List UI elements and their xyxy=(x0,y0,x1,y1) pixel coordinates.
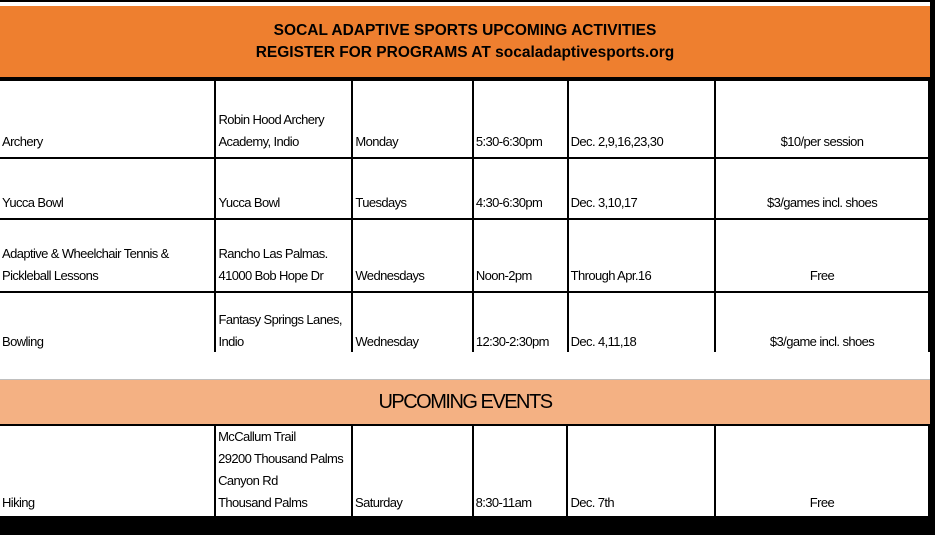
activity-line: Adaptive & Wheelchair Tennis & xyxy=(2,246,169,261)
day-cell: Tuesdays xyxy=(352,158,472,219)
table-row xyxy=(0,425,929,516)
fee-cell: Free xyxy=(715,219,929,292)
table-row xyxy=(0,292,929,358)
dates-cell: Dec. 7th xyxy=(567,425,714,516)
location-line: Thousand Palms xyxy=(218,495,308,510)
location-line: Indio xyxy=(218,334,244,349)
location-line: Academy, Indio xyxy=(218,134,299,149)
location-line: Rancho Las Palmas. xyxy=(218,246,328,261)
location-line: 41000 Bob Hope Dr xyxy=(218,268,324,283)
day-cell: Monday xyxy=(352,80,472,158)
dates-cell: Through Apr.16 xyxy=(568,219,715,292)
activity-cell: Bowling xyxy=(0,292,215,358)
title-line-2: REGISTER FOR PROGRAMS AT socaladaptivesports.org xyxy=(255,43,675,61)
location-line: Robin Hood Archery xyxy=(218,112,325,127)
location-cell xyxy=(215,219,352,292)
activity-line: Pickleball Lessons xyxy=(2,268,99,283)
location-line: Fantasy Springs Lanes, xyxy=(218,312,342,327)
activity-cell xyxy=(0,219,215,292)
location-cell xyxy=(215,425,352,516)
day-cell: Wednesday xyxy=(352,292,472,358)
dates-cell: Dec. 3,10,17 xyxy=(568,158,715,219)
activity-cell: Hiking xyxy=(0,425,215,516)
fee-cell: $10/per session xyxy=(715,80,929,158)
day-cell: Saturday xyxy=(352,425,473,516)
time-cell: 5:30-6:30pm xyxy=(473,80,568,158)
events-heading: UPCOMING EVENTS xyxy=(0,380,930,426)
location-cell: Yucca Bowl xyxy=(215,158,352,219)
fee-cell: Free xyxy=(715,425,929,516)
time-cell: 4:30-6:30pm xyxy=(473,158,568,219)
location-line: McCallum Trail xyxy=(218,429,296,444)
blank-row xyxy=(0,352,930,380)
location-cell xyxy=(215,292,352,358)
location-cell xyxy=(215,80,352,158)
time-cell: 8:30-11am xyxy=(473,425,568,516)
time-cell: 12:30-2:30pm xyxy=(473,292,568,358)
fee-cell: $3/game incl. shoes xyxy=(715,292,929,358)
table-row xyxy=(0,219,929,292)
events-table xyxy=(0,424,930,516)
table-row xyxy=(0,158,929,219)
activities-table xyxy=(0,79,930,359)
table-row xyxy=(0,80,929,158)
dates-cell: Dec. 4,11,18 xyxy=(568,292,715,358)
dates-cell: Dec. 2,9,16,23,30 xyxy=(568,80,715,158)
title-line-1: SOCAL ADAPTIVE SPORTS UPCOMING ACTIVITIES xyxy=(273,21,657,39)
activity-cell: Archery xyxy=(0,80,215,158)
location-line: 29200 Thousand Palms xyxy=(218,451,344,466)
title-banner xyxy=(0,6,930,79)
activity-cell: Yucca Bowl xyxy=(0,158,215,219)
location-line: Canyon Rd xyxy=(218,473,278,488)
fee-cell: $3/games incl. shoes xyxy=(715,158,929,219)
time-cell: Noon-2pm xyxy=(473,219,568,292)
day-cell: Wednesdays xyxy=(352,219,472,292)
